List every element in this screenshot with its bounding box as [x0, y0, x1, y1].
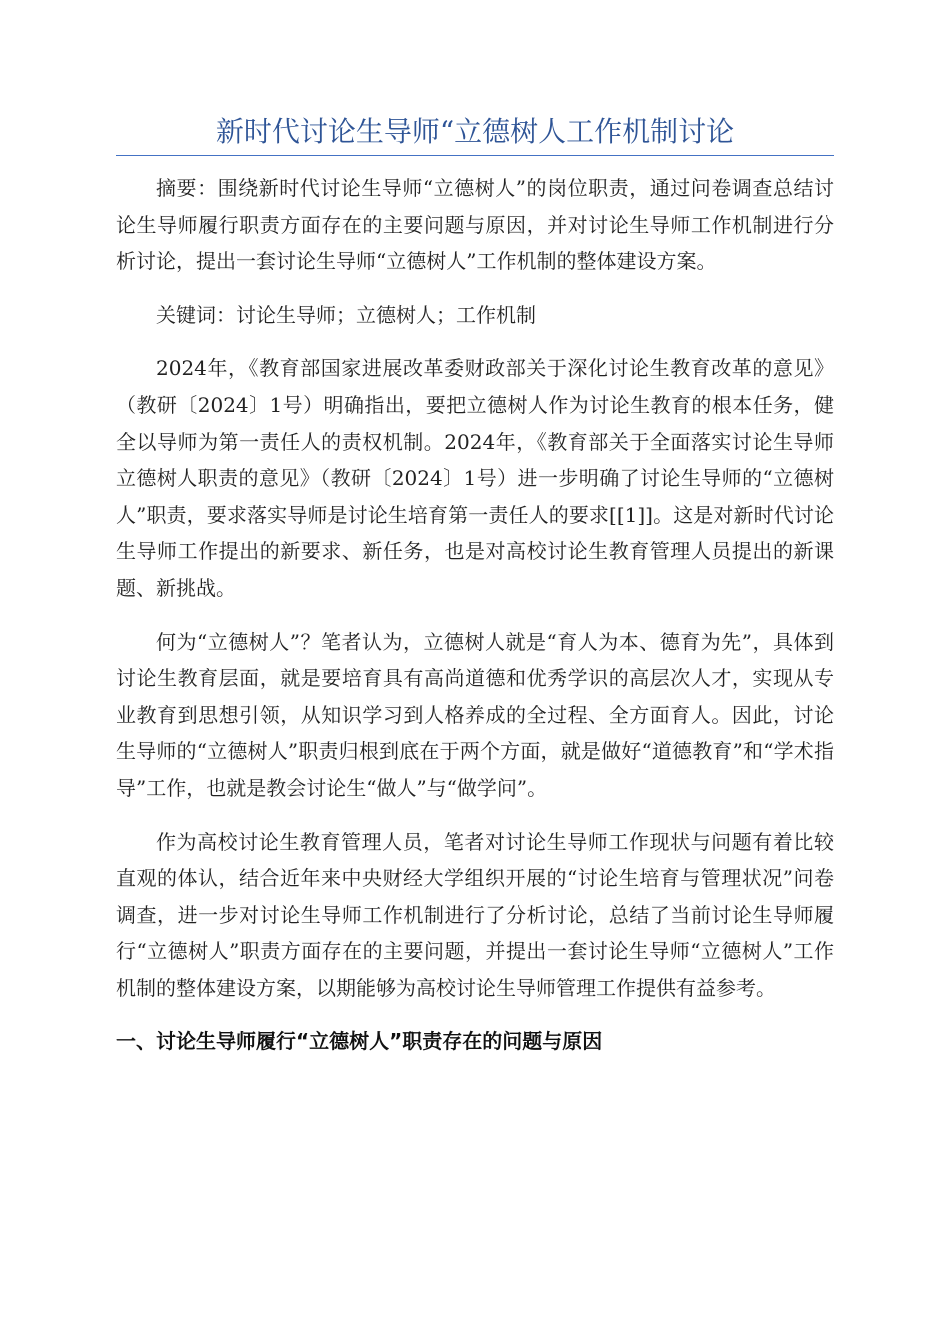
- body-paragraph-3: 作为高校讨论生教育管理人员，笔者对讨论生导师工作现状与问题有着比较直观的体认，结合近年来中央财经大学组织开展的“讨论生培育与管理状况”问卷调查，进一步对讨论生导师工作机制进行了分析讨论，总结了当前讨论生导师履行“立德树人”职责方面存在的主要问题，并提出一套讨论生导师“立德树人”工作机制的整体建设方案，以期能够为高校讨论生导师管理工作提供有益参考。: [116, 829, 834, 1000]
- document-body: [116, 170, 834, 1060]
- body-paragraph-2: 何为“立德树人”？笔者认为，立德树人就是“育人为本、德育为先”，具体到讨论生教育层面，就是要培育具有高尚道德和优秀学识的高层次人才，实现从专业教育到思想引领，从知识学习到人格养成的全过程、全方面育人。因此，讨论生导师的“立德树人”职责归根到底在于两个方面，就是做好“道德教育”和“学术指导”工作，也就是教会讨论生“做人”与“做学问”。: [116, 629, 834, 800]
- keywords-paragraph: 关键词：讨论生导师；立德树人；工作机制: [156, 302, 536, 327]
- abstract-paragraph: 摘要：围绕新时代讨论生导师“立德树人”的岗位职责，通过问卷调查总结讨论生导师履行职责方面存在的主要问题与原因，并对讨论生导师工作机制进行分析讨论，提出一套讨论生导师“立德树人”工作机制的整体建设方案。: [116, 176, 834, 274]
- body-paragraph-1: 2024年，《教育部国家进展改革委财政部关于深化讨论生教育改革的意见》（教研〔2024〕1号）明确指出，要把立德树人作为讨论生教育的根本任务，健全以导师为第一责任人的责权机制。2024年，《教育部关于全面落实讨论生导师立德树人职责的意见》（教研〔2024〕1号）进一步明确了讨论生导师的“立德树人”职责，要求落实导师是讨论生培育第一责任人的要求[[1]]。这是对新时代讨论生导师工作提出的新要求、新任务，也是对高校讨论生教育管理人员提出的新课题、新挑战。: [116, 356, 834, 600]
- section-heading: 一、讨论生导师履行“立德树人”职责存在的问题与原因: [116, 1029, 603, 1054]
- document-title: 新时代讨论生导师“立德树人工作机制讨论: [215, 115, 735, 148]
- title-underline: [116, 155, 834, 156]
